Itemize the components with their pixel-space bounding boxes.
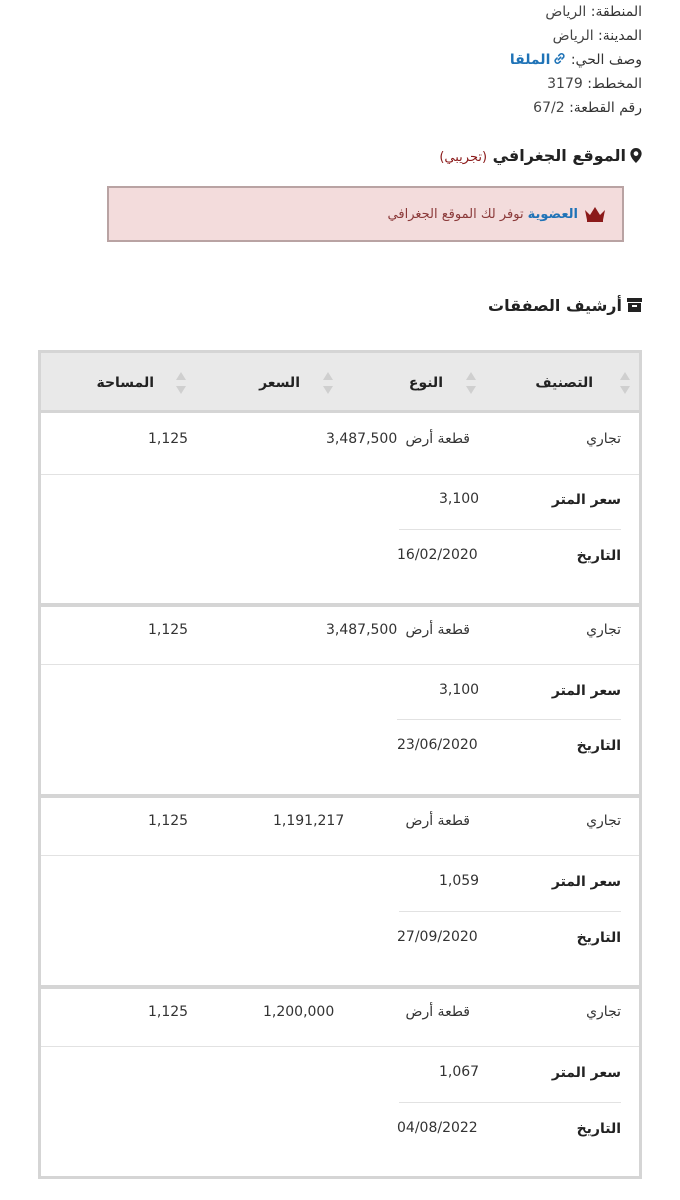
- date-label: التاريخ: [576, 1121, 621, 1137]
- header-area[interactable]: المساحة: [96, 375, 154, 391]
- district-value: الملقا: [509, 52, 551, 68]
- cell-type: قطعة أرض: [405, 1004, 470, 1020]
- membership-link[interactable]: العضوية: [527, 206, 578, 222]
- cell-type: قطعة أرض: [405, 431, 470, 447]
- city-value: الرياض: [552, 28, 594, 44]
- district-row: [510, 48, 642, 72]
- header-price[interactable]: السعر: [259, 375, 300, 391]
- cell-price: 3,487,500: [326, 431, 398, 447]
- region-label: المنطقة:: [590, 4, 642, 20]
- cell-classification: تجاري: [586, 813, 621, 829]
- price-per-meter-value: 1,059: [439, 873, 480, 889]
- row-divider: [41, 1046, 639, 1047]
- table-header: [41, 353, 639, 413]
- cell-type: قطعة أرض: [405, 622, 470, 638]
- cell-classification: تجاري: [586, 431, 621, 447]
- table-row[interactable]: [41, 607, 639, 798]
- header-classification[interactable]: التصنيف: [535, 375, 593, 391]
- archive-box-icon: [627, 298, 642, 312]
- date-value: 27/09/2020: [397, 929, 478, 945]
- date-value: 16/02/2020: [397, 547, 478, 563]
- date-value: 23/06/2020: [397, 737, 478, 753]
- city-row: [510, 24, 642, 48]
- table-row[interactable]: [41, 416, 639, 607]
- price-per-meter-label: سعر المتر: [551, 492, 621, 508]
- header-type[interactable]: النوع: [408, 375, 443, 391]
- cell-area: 1,125: [148, 431, 189, 447]
- district-link[interactable]: [510, 52, 567, 68]
- plan-label: المخطط:: [587, 76, 642, 92]
- cell-area: 1,125: [148, 622, 189, 638]
- date-label: التاريخ: [576, 738, 621, 754]
- sub-divider: [399, 529, 621, 530]
- price-per-meter-label: سعر المتر: [551, 683, 621, 699]
- cell-price: 1,191,217: [273, 813, 345, 829]
- membership-text: توفر لك الموقع الجغرافي: [387, 206, 524, 222]
- map-pin-icon: [630, 148, 642, 163]
- price-per-meter-value: 3,100: [439, 682, 480, 698]
- property-info: [510, 0, 642, 120]
- cell-price: 1,200,000: [263, 1004, 335, 1020]
- table-row[interactable]: [41, 989, 639, 1179]
- geo-title: الموقع الجغرافي: [492, 146, 626, 165]
- cell-price: 3,487,500: [326, 622, 398, 638]
- row-divider: [41, 474, 639, 475]
- date-label: التاريخ: [576, 548, 621, 564]
- region-value: الرياض: [545, 4, 587, 20]
- deals-archive-heading: [488, 296, 642, 315]
- cell-area: 1,125: [148, 813, 189, 829]
- sort-icon[interactable]: [619, 370, 631, 396]
- row-divider: [41, 664, 639, 665]
- crown-icon: [584, 206, 606, 222]
- date-label: التاريخ: [576, 930, 621, 946]
- sub-divider: [399, 1102, 621, 1103]
- link-icon: [553, 52, 566, 65]
- sort-icon[interactable]: [175, 370, 187, 396]
- deals-table: [38, 350, 642, 1179]
- membership-banner: [107, 186, 624, 242]
- archive-title: أرشيف الصفقات: [488, 296, 622, 315]
- sub-divider: [397, 719, 621, 720]
- city-label: المدينة:: [598, 28, 642, 44]
- cell-classification: تجاري: [586, 622, 621, 638]
- table-row[interactable]: [41, 798, 639, 989]
- sort-icon[interactable]: [465, 370, 477, 396]
- sort-icon[interactable]: [322, 370, 334, 396]
- plan-row: [510, 72, 642, 96]
- price-per-meter-value: 3,100: [439, 491, 480, 507]
- cell-type: قطعة أرض: [405, 813, 470, 829]
- geo-location-heading: [439, 146, 642, 165]
- row-divider: [41, 855, 639, 856]
- price-per-meter-value: 1,067: [439, 1064, 480, 1080]
- cell-area: 1,125: [148, 1004, 189, 1020]
- plot-label: رقم القطعة:: [569, 100, 642, 116]
- cell-classification: تجاري: [586, 1004, 621, 1020]
- trial-badge: (تجريبي): [439, 150, 488, 165]
- district-label: وصف الحي:: [570, 52, 642, 68]
- sub-divider: [399, 911, 621, 912]
- price-per-meter-label: سعر المتر: [551, 874, 621, 890]
- price-per-meter-label: سعر المتر: [551, 1065, 621, 1081]
- plot-row: [510, 96, 642, 120]
- plot-value: 67/2: [533, 100, 565, 116]
- plan-value: 3179: [547, 76, 583, 92]
- date-value: 04/08/2022: [397, 1120, 478, 1136]
- region-row: [510, 0, 642, 24]
